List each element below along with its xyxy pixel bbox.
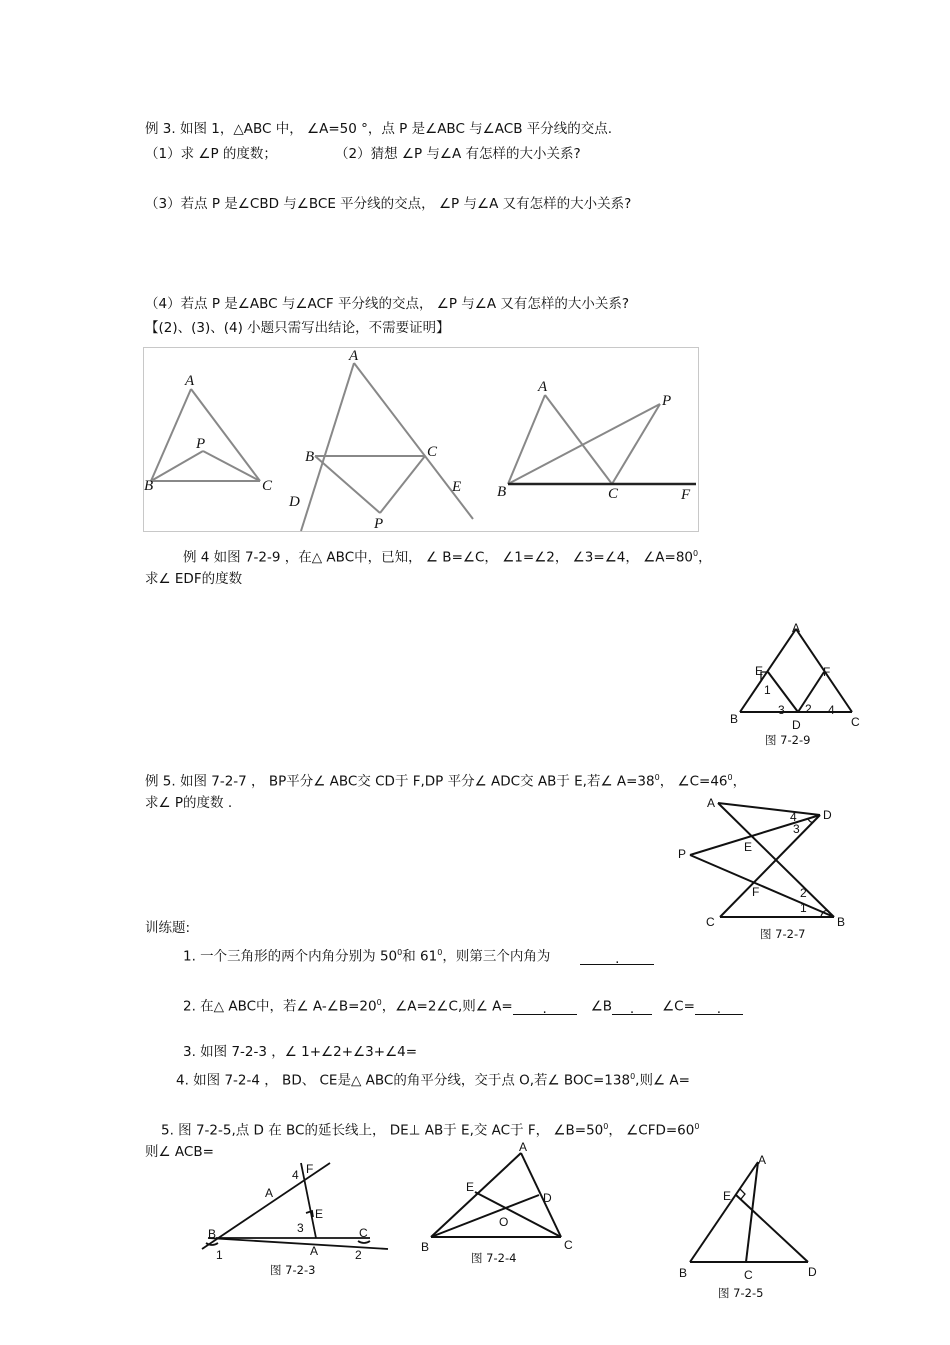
- figure-7-2-5: [670, 1150, 830, 1285]
- ex3-label-A2: A: [349, 348, 359, 364]
- f724-label-D: D: [543, 1191, 552, 1205]
- ex3-q2: （2）猜想 ∠P 与∠A 有怎样的大小关系?: [335, 146, 581, 162]
- practice-4: 4. 如图 7-2-4 ， BD、 CE是△ ABC的角平分线，交于点 O,若∠ $BOC=138^0$,则∠ A=: [176, 1072, 690, 1089]
- f729-label-4: 4: [828, 703, 835, 717]
- f727-label-E: E: [744, 840, 753, 854]
- f724-caption: 图 7-2-4: [471, 1251, 517, 1265]
- practice-2-blank-c[interactable]: .: [695, 1001, 743, 1015]
- f729-label-A: A: [792, 621, 801, 635]
- f727-label-B: B: [837, 915, 846, 929]
- practice-1: 1. 一个三角形的两个内角分别为 $50^0$和 $61^0$，则第三个内角为 .: [183, 945, 654, 965]
- ex3-label-B2: B: [305, 449, 315, 465]
- f727-label-F: F: [752, 885, 760, 899]
- ex3-label-F: F: [681, 487, 691, 503]
- figure-7-2-3: [198, 1155, 398, 1265]
- ex3-fig2: [301, 363, 473, 531]
- f723-label-F: F: [306, 1162, 314, 1176]
- f729-label-2: 2: [805, 702, 812, 716]
- f725-label-C: C: [744, 1268, 753, 1282]
- ex3-label-P3: P: [662, 393, 672, 409]
- f724-label-E: E: [466, 1180, 475, 1194]
- ex3-label-C3: C: [608, 486, 619, 502]
- practice-2-blank-b[interactable]: .: [612, 1001, 652, 1015]
- ex5-line1: 例 5. 如图 7-2-7 ， BP平分∠ ABC交 CD于 F,DP 平分∠ ADC交 AB于 E,若∠ $A=38^0$， $\angle C=46^0$，: [145, 773, 747, 790]
- f729-label-1: 1: [764, 683, 771, 697]
- ex3-label-B3: B: [497, 484, 507, 500]
- f729-label-F: F: [823, 665, 831, 679]
- practice-3: 3. 如图 7-2-3 ，∠ 1+∠2+∠3+∠4=: [183, 1044, 418, 1060]
- practice-2-blank-a[interactable]: .: [513, 1001, 577, 1015]
- practice-title: 训练题:: [145, 920, 191, 936]
- ex3-line1: 例 3. 如图 1，△ABC 中， ∠A=50 °，点 P 是∠ABC 与∠ACB 平分线的交点.: [145, 121, 613, 137]
- practice-2: 2. 在△ ABC中，若∠ $A-\angle B=20^0$，∠A=2∠C,则∠ A= . ∠B . ∠C= .: [183, 995, 743, 1015]
- f725-label-E: E: [723, 1189, 732, 1203]
- f725-label-B: B: [679, 1266, 688, 1280]
- ex3-label-E: E: [452, 479, 462, 495]
- f723-label-C: C: [359, 1226, 368, 1240]
- figure-7-2-9: [728, 620, 868, 750]
- ex3-figure-panel: [143, 347, 699, 532]
- ex3-label-P: P: [196, 436, 206, 452]
- f729-label-C: C: [851, 715, 860, 729]
- ex5-line2: 求∠ P的度数 .: [145, 795, 233, 811]
- f724-label-O: O: [499, 1215, 509, 1229]
- f723-caption: 图 7-2-3: [270, 1263, 316, 1277]
- ex3-fig3: [508, 395, 660, 484]
- f729-label-B: B: [730, 712, 739, 726]
- f727-label-P: P: [678, 847, 687, 861]
- f729-label-D: D: [792, 718, 801, 732]
- f725-label-A: A: [758, 1153, 767, 1167]
- f723-label-3: 3: [297, 1221, 304, 1235]
- ex3-fig1: [151, 389, 260, 481]
- ex3-label-C2: C: [427, 444, 438, 460]
- f725-caption: 图 7-2-5: [718, 1286, 764, 1300]
- f724-label-A: A: [519, 1140, 528, 1154]
- f727-label-3: 3: [793, 822, 800, 836]
- ex4-line1: 例 4 如图 7-2-9 ，在△ ABC中，已知， ∠ B=∠C， ∠1=∠2， ∠3=∠4， $\angle A=80^0$，: [183, 549, 712, 566]
- f723-label-B: B: [208, 1227, 217, 1241]
- figure-7-2-7: [676, 795, 856, 935]
- ex3-label-D: D: [289, 494, 300, 510]
- f725-label-D: D: [808, 1265, 817, 1279]
- f727-label-1: 1: [800, 901, 807, 915]
- ex3-label-A3: A: [538, 379, 548, 395]
- f723-label-A: A: [265, 1186, 274, 1200]
- practice-5-line2: 则∠ ACB=: [145, 1144, 214, 1160]
- ex3-q1: （1）求 ∠P 的度数；: [145, 146, 277, 162]
- ex3-label-C: C: [262, 478, 273, 494]
- practice-1-blank[interactable]: .: [580, 951, 654, 965]
- f723-label-A2: A: [310, 1244, 319, 1258]
- f727-label-C: C: [706, 915, 715, 929]
- ex3-label-P2: P: [374, 516, 384, 532]
- f727-label-A: A: [707, 796, 716, 810]
- ex4-line2: 求∠ EDF的度数: [145, 571, 243, 587]
- f723-label-2: 2: [355, 1248, 362, 1262]
- f729-label-3: 3: [778, 703, 785, 717]
- f727-label-D: D: [823, 808, 832, 822]
- f727-label-4: 4: [790, 810, 797, 824]
- ex3-note: 【(2)、(3)、(4) 小题只需写出结论，不需要证明】: [145, 320, 450, 336]
- f723-label-E: E: [315, 1207, 324, 1221]
- f729-label-E: E: [755, 664, 764, 678]
- ex3-label-A: A: [185, 373, 195, 389]
- f723-label-1: 1: [216, 1248, 223, 1262]
- f724-label-C: C: [564, 1238, 573, 1252]
- f724-label-B: B: [421, 1240, 430, 1254]
- f729-caption: 图 7-2-9: [765, 733, 811, 747]
- practice-5: 5. 图 7-2-5,点 D 在 BC的延长线上， DE⊥ AB于 E,交 AC于 F， $\angle B=50^0$， $\angle CFD=60^0$: [161, 1122, 700, 1139]
- ex3-label-B: B: [144, 478, 154, 494]
- f723-label-4: 4: [292, 1168, 299, 1182]
- figure-7-2-4: [415, 1140, 585, 1255]
- ex3-q4: （4）若点 P 是∠ABC 与∠ACF 平分线的交点， ∠P 与∠A 又有怎样的大小关系?: [145, 296, 630, 312]
- ex3-q3: （3）若点 P 是∠CBD 与∠BCE 平分线的交点， ∠P 与∠A 又有怎样的大小关系?: [145, 196, 632, 212]
- f727-caption: 图 7-2-7: [760, 927, 806, 941]
- f727-label-2: 2: [800, 886, 807, 900]
